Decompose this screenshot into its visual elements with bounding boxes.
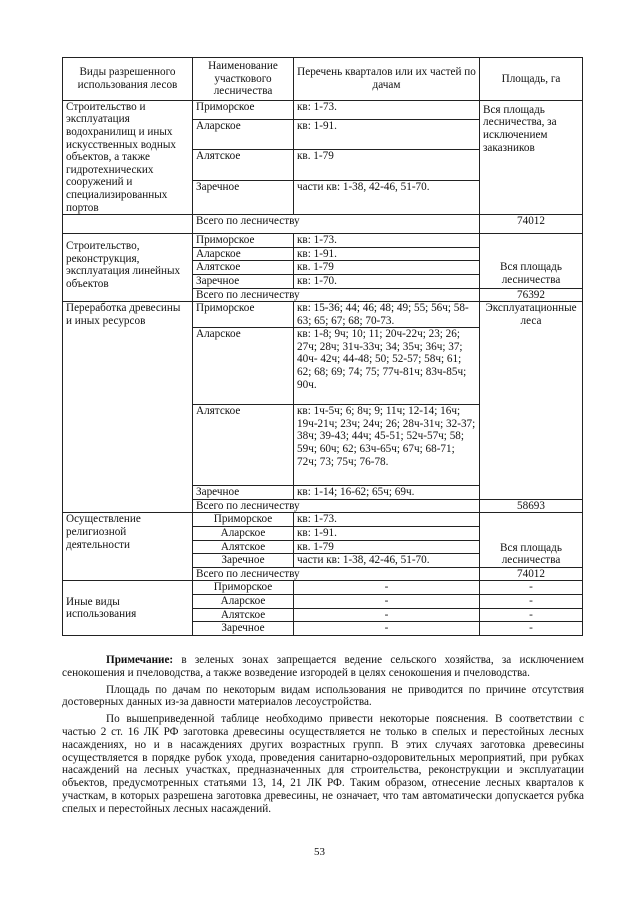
forestry-cell: Приморское <box>193 302 294 328</box>
table-row <box>63 302 583 328</box>
use-type-cell: Строительство и эксплуатация водохранилищ и иных искусственных водных объектов, а также гидротехнических сооружений и специализированных портов <box>63 100 193 214</box>
forestry-cell: Приморское <box>193 581 294 595</box>
quarters-cell: части кв: 1-38, 42-46, 51-70. <box>294 180 480 214</box>
forestry-cell: Алятское <box>193 150 294 180</box>
quarters-cell: кв: 1-8; 9ч; 10; 11; 20ч-22ч; 23; 26; 27ч; 28ч; 31ч-33ч; 34; 35ч; 36ч; 37; 40ч- 42ч; 44-48; 50; 52-57; 58ч; 61; 62; 68; 69; 74; 75; 77ч-81ч; 83ч-85ч; 90ч. <box>294 328 480 405</box>
page-number: 53 <box>314 846 325 858</box>
table-row <box>63 581 583 595</box>
quarters-cell: кв. 1-79 <box>294 261 480 275</box>
table-header-row <box>63 58 583 101</box>
quarters-cell: - <box>294 608 480 622</box>
forestry-cell: Алятское <box>193 540 294 554</box>
header-forestry: Наименование участкового лесничества <box>193 58 294 101</box>
total-value: 76392 <box>480 288 583 302</box>
forestry-cell: Заречное <box>193 486 294 500</box>
notes <box>62 654 584 816</box>
total-value: 58693 <box>480 499 583 513</box>
area-cell: - <box>480 622 583 636</box>
area-paragraph: Площадь по дачам по некоторым видам использования не приводится по причине отсутствия достоверных данных из-за давности материалов лесоустройства. <box>62 683 584 709</box>
area-cell: Вся площадь лесничества <box>480 513 583 567</box>
forestry-cell: Приморское <box>193 513 294 527</box>
quarters-cell: кв: 1-73. <box>294 100 480 119</box>
table-row <box>63 513 583 527</box>
forest-use-table <box>62 57 583 636</box>
quarters-cell: кв. 1-79 <box>294 540 480 554</box>
forestry-cell: Аларское <box>193 595 294 609</box>
forestry-cell: Приморское <box>193 100 294 119</box>
note-label: Примечание: <box>106 654 174 666</box>
quarters-cell: - <box>294 622 480 636</box>
forestry-cell: Алятское <box>193 405 294 486</box>
total-label: Всего по лесничеству <box>193 215 480 234</box>
quarters-cell: кв: 1-73. <box>294 234 480 248</box>
use-type-cell: Переработка древесины и иных ресурсов <box>63 302 193 513</box>
forestry-cell: Аларское <box>193 527 294 541</box>
total-label: Всего по лесничеству <box>193 499 480 513</box>
forestry-cell: Аларское <box>193 247 294 261</box>
total-label: Всего по лесничеству <box>193 288 480 302</box>
quarters-cell: кв: 1-14; 16-62; 65ч; 69ч. <box>294 486 480 500</box>
total-label: Всего по лесничеству <box>193 567 480 581</box>
forestry-cell: Алятское <box>193 261 294 275</box>
forestry-cell: Заречное <box>193 554 294 568</box>
use-type-cell: Осуществление религиозной деятельности <box>63 513 193 581</box>
total-value: 74012 <box>480 567 583 581</box>
quarters-cell: части кв: 1-38, 42-46, 51-70. <box>294 554 480 568</box>
forestry-cell: Аларское <box>193 120 294 150</box>
forestry-cell: Заречное <box>193 180 294 214</box>
forestry-cell: Заречное <box>193 274 294 288</box>
explanation-paragraph: По вышеприведенной таблице необходимо привести некоторые пояснения. В соответствии с частью 2 ст. 16 ЛК РФ заготовка древесины осуществляется не только в спелых и перестойных лесных насаждениях, но и в насаждениях других возрастных групп. В этих случаях заготовка древесины осуществляется в порядке рубок ухода, проведения санитарно-оздоровительных мероприятий, при рубках насаждений на лесных участках, предназначенных для строительства, реконструкции и эксплуатации объектов, предусмотренных статьями 13, 14, 21 ЛК РФ. Таким образом, отнесение лесных кварталов к участкам, в которых разрешена заготовка древесины, не означает, что там автоматически допускается рубка спелых и перестойных лесных насаждений. <box>62 713 584 815</box>
quarters-cell: - <box>294 581 480 595</box>
header-use-type: Виды разрешенного использования лесов <box>63 58 193 101</box>
quarters-cell: кв: 1ч-5ч; 6; 8ч; 9; 11ч; 12-14; 16ч; 19ч-21ч; 23ч; 24ч; 26; 28ч-31ч; 32-37; 38ч; 39-43; 44ч; 45-51; 52ч-57ч; 58; 59ч; 60ч; 62; 63ч-65ч; 67ч; 68-71; 72ч; 73; 75ч; 76-78. <box>294 405 480 486</box>
header-area: Площадь, га <box>480 58 583 101</box>
quarters-cell: кв: 1-91. <box>294 120 480 150</box>
header-quarters: Перечень кварталов или их частей по дачам <box>294 58 480 101</box>
quarters-cell: кв: 1-70. <box>294 274 480 288</box>
quarters-cell: кв: 1-73. <box>294 513 480 527</box>
area-cell: - <box>480 581 583 595</box>
table-row <box>63 234 583 248</box>
use-type-cell: Иные виды использования <box>63 581 193 635</box>
note-text: в зеленых зонах запрещается ведение сельского хозяйства, за исключением сенокошения и пчеловодства, а также возведение изгородей в целях сенокошения и пчеловодства. <box>62 654 584 679</box>
forestry-cell: Заречное <box>193 622 294 636</box>
quarters-cell: кв: 15-36; 44; 46; 48; 49; 55; 56ч; 58-63; 65; 67; 68; 70-73. <box>294 302 480 328</box>
area-cell: Эксплуатационные леса <box>480 302 583 500</box>
use-type-cell: Строительство, реконструкция, эксплуатация линейных объектов <box>63 234 193 302</box>
quarters-cell: кв. 1-79 <box>294 150 480 180</box>
page <box>62 57 582 636</box>
forestry-cell: Приморское <box>193 234 294 248</box>
area-cell: Вся площадь лесничества <box>480 234 583 288</box>
table-row <box>63 100 583 119</box>
note-paragraph <box>62 654 584 680</box>
quarters-cell: кв: 1-91. <box>294 247 480 261</box>
table-total-row <box>63 215 583 234</box>
quarters-cell: кв: 1-91. <box>294 527 480 541</box>
total-value: 74012 <box>480 215 583 234</box>
area-cell: - <box>480 608 583 622</box>
area-cell: - <box>480 595 583 609</box>
area-cell: Вся площадь лесничества, за исключением заказников <box>480 100 583 214</box>
forestry-cell: Аларское <box>193 328 294 405</box>
forestry-cell: Алятское <box>193 608 294 622</box>
quarters-cell: - <box>294 595 480 609</box>
